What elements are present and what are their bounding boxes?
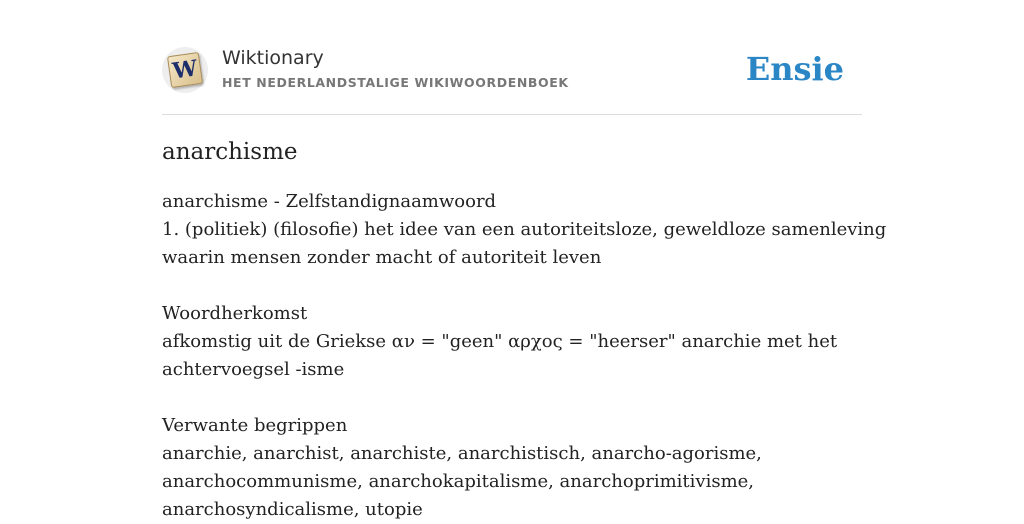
related-terms-line: anarchosyndicalisme, utopie <box>162 499 423 520</box>
etymology-line: achtervoegsel -isme <box>162 359 345 380</box>
spacer <box>162 384 862 412</box>
related-terms-line: anarchie, anarchist, anarchiste, anarchistisch, anarcho-agorisme, <box>162 443 762 464</box>
dictionary-entry <box>162 188 887 524</box>
logo-tile <box>167 52 203 88</box>
site-header <box>162 44 862 115</box>
etymology-line: afkomstig uit de Griekse αν = "geen" αρχος = "heerser" anarchie met het <box>162 331 838 352</box>
logo-letter: W <box>170 55 200 85</box>
definition-line: 1. (politiek) (filosofie) het idee van een autoriteitsloze, geweldloze samenleving <box>162 219 887 240</box>
related-heading: Verwante begrippen <box>162 415 348 436</box>
related-terms-line: anarchocommunisme, anarchokapitalisme, anarchoprimitivisme, <box>162 471 755 492</box>
wiktionary-logo-icon[interactable] <box>162 47 208 93</box>
page-title: anarchisme <box>162 139 298 165</box>
site-tagline: HET NEDERLANDSTALIGE WIKIWOORDENBOEK <box>222 75 569 90</box>
definition-line: waarin mensen zonder macht of autoriteit leven <box>162 247 602 268</box>
site-name[interactable]: Wiktionary <box>222 47 324 69</box>
main-content <box>162 134 887 524</box>
entry-heading: anarchisme - Zelfstandignaamwoord <box>162 191 497 212</box>
etymology-heading: Woordherkomst <box>162 303 308 324</box>
spacer <box>162 272 862 300</box>
ensie-logo-link[interactable]: Ensie <box>745 50 844 88</box>
